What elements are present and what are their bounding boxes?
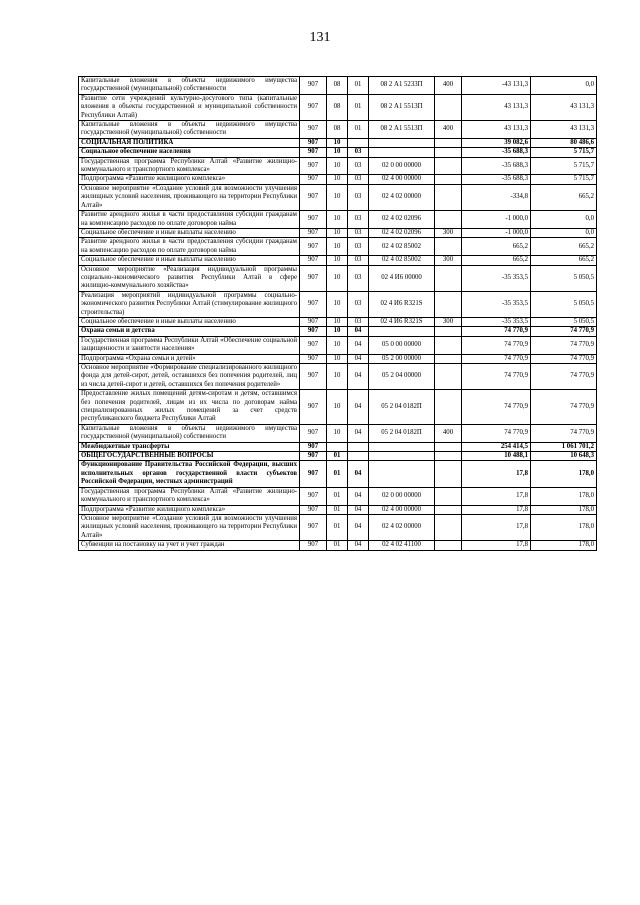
amount-change-cell: -35 688,3 (462, 175, 531, 184)
section-code-cell: 10 (327, 228, 348, 237)
amount-total-cell: 178,0 (531, 541, 597, 550)
amount-total-cell: 665,2 (531, 238, 597, 256)
expense-type-cell (435, 354, 462, 363)
page-number: 131 (309, 30, 331, 45)
table-row (79, 291, 597, 317)
ministry-code-cell: 907 (300, 364, 327, 390)
expense-name-cell: Охрана семьи и детства (79, 327, 300, 336)
amount-change-cell: -43 131,3 (462, 77, 531, 95)
target-article-cell: 08 2 А1 5233П (369, 77, 435, 95)
target-article-cell: 02 4 02 85002 (369, 256, 435, 265)
section-code-cell: 10 (327, 424, 348, 442)
expense-name-cell: Развитие сети учреждений культурно-досугового типа (капитальные вложения в объекты государственной и муниципальной собственности Республики Алтай) (79, 94, 300, 120)
target-article-cell: 02 4 И6 00000 (369, 265, 435, 291)
target-article-cell: 02 4 И6 R321S (369, 291, 435, 317)
amount-change-cell: 665,2 (462, 238, 531, 256)
amount-total-cell: 1 061 701,2 (531, 442, 597, 451)
subsection-code-cell: 04 (348, 327, 369, 336)
amount-change-cell: 43 131,3 (462, 121, 531, 139)
ministry-code-cell: 907 (300, 336, 327, 354)
amount-total-cell: 178,0 (531, 461, 597, 487)
expense-name-cell: Социальное обеспечение и иные выплаты населению (79, 256, 300, 265)
ministry-code-cell: 907 (300, 228, 327, 237)
section-code-cell: 10 (327, 238, 348, 256)
table-row (79, 442, 597, 451)
subsection-code-cell: 03 (348, 157, 369, 175)
amount-total-cell: 74 770,9 (531, 327, 597, 336)
amount-total-cell: 5 715,7 (531, 157, 597, 175)
subsection-code-cell: 04 (348, 505, 369, 514)
ministry-code-cell: 907 (300, 390, 327, 425)
amount-change-cell: -35 688,3 (462, 157, 531, 175)
section-code-cell: 10 (327, 148, 348, 157)
table-row (79, 238, 597, 256)
table-row (79, 505, 597, 514)
section-code-cell: 01 (327, 514, 348, 540)
expense-name-cell: Социальное обеспечение населения (79, 148, 300, 157)
target-article-cell (369, 327, 435, 336)
amount-total-cell: 5 715,7 (531, 175, 597, 184)
target-article-cell (369, 452, 435, 461)
ministry-code-cell: 907 (300, 265, 327, 291)
expense-type-cell (435, 94, 462, 120)
amount-total-cell: 74 770,9 (531, 336, 597, 354)
amount-change-cell: 17,8 (462, 505, 531, 514)
expense-type-cell (435, 175, 462, 184)
ministry-code-cell: 907 (300, 157, 327, 175)
table-row (79, 157, 597, 175)
amount-total-cell: 74 770,9 (531, 390, 597, 425)
target-article-cell: 02 4 02 00000 (369, 514, 435, 540)
target-article-cell: 02 4 02 00000 (369, 184, 435, 210)
section-code-cell: 10 (327, 256, 348, 265)
expense-type-cell: 400 (435, 121, 462, 139)
amount-total-cell: 665,2 (531, 184, 597, 210)
expense-type-cell (435, 487, 462, 505)
ministry-code-cell: 907 (300, 505, 327, 514)
amount-total-cell: 0,0 (531, 228, 597, 237)
subsection-code-cell: 03 (348, 184, 369, 210)
expense-name-cell: Основное мероприятие «Реализация индивидуальной программы социально-экономического развития Республики Алтай в сфере жилищно-коммунального хозяйства» (79, 265, 300, 291)
subsection-code-cell: 03 (348, 175, 369, 184)
target-article-cell: 02 4 02 85002 (369, 238, 435, 256)
section-code-cell: 01 (327, 452, 348, 461)
subsection-code-cell: 01 (348, 94, 369, 120)
expense-name-cell: Подпрограмма «Развитие жилищного комплекса» (79, 505, 300, 514)
amount-change-cell: 43 131,3 (462, 94, 531, 120)
amount-change-cell: 17,8 (462, 487, 531, 505)
ministry-code-cell: 907 (300, 256, 327, 265)
target-article-cell: 08 2 А1 5513П (369, 94, 435, 120)
table-row (79, 541, 597, 550)
subsection-code-cell: 03 (348, 228, 369, 237)
expense-type-cell: 300 (435, 256, 462, 265)
amount-change-cell: 74 770,9 (462, 424, 531, 442)
expense-name-cell: ОБЩЕГОСУДАРСТВЕННЫЕ ВОПРОСЫ (79, 452, 300, 461)
target-article-cell: 05 2 04 00000 (369, 364, 435, 390)
subsection-code-cell (348, 442, 369, 451)
amount-change-cell: 39 082,6 (462, 138, 531, 147)
section-code-cell: 10 (327, 317, 348, 326)
ministry-code-cell: 907 (300, 291, 327, 317)
table-row (79, 77, 597, 95)
target-article-cell (369, 138, 435, 147)
subsection-code-cell: 03 (348, 238, 369, 256)
table-row (79, 327, 597, 336)
expense-name-cell: СОЦИАЛЬНАЯ ПОЛИТИКА (79, 138, 300, 147)
section-code-cell: 08 (327, 121, 348, 139)
amount-total-cell: 5 715,7 (531, 148, 597, 157)
amount-change-cell: 665,2 (462, 256, 531, 265)
amount-change-cell: 74 770,9 (462, 336, 531, 354)
subsection-code-cell (348, 452, 369, 461)
section-code-cell: 10 (327, 211, 348, 229)
expense-type-cell (435, 265, 462, 291)
section-code-cell: 10 (327, 327, 348, 336)
target-article-cell: 02 4 00 00000 (369, 175, 435, 184)
table-row (79, 354, 597, 363)
amount-total-cell: 80 486,6 (531, 138, 597, 147)
expense-type-cell (435, 291, 462, 317)
target-article-cell: 02 4 00 00000 (369, 505, 435, 514)
ministry-code-cell: 907 (300, 354, 327, 363)
expense-type-cell: 300 (435, 317, 462, 326)
expense-name-cell: Государственная программа Республики Алтай «Развитие жилищно-коммунального и транспортного комплекса» (79, 487, 300, 505)
expense-type-cell (435, 148, 462, 157)
target-article-cell: 08 2 А1 5513П (369, 121, 435, 139)
ministry-code-cell: 907 (300, 452, 327, 461)
amount-change-cell: -35 353,5 (462, 317, 531, 326)
target-article-cell: 02 4 02 02096 (369, 211, 435, 229)
expense-type-cell (435, 238, 462, 256)
table-row (79, 211, 597, 229)
ministry-code-cell: 907 (300, 77, 327, 95)
ministry-code-cell: 907 (300, 541, 327, 550)
target-article-cell: 05 0 00 00000 (369, 336, 435, 354)
expense-name-cell: Межбюджетные трансферты (79, 442, 300, 451)
expense-name-cell: Социальное обеспечение и иные выплаты населению (79, 228, 300, 237)
subsection-code-cell: 04 (348, 514, 369, 540)
target-article-cell: 02 0 00 00000 (369, 157, 435, 175)
amount-change-cell: 10 488,1 (462, 452, 531, 461)
amount-total-cell: 74 770,9 (531, 364, 597, 390)
amount-change-cell: 17,8 (462, 514, 531, 540)
expense-type-cell (435, 336, 462, 354)
subsection-code-cell: 01 (348, 121, 369, 139)
subsection-code-cell: 04 (348, 364, 369, 390)
section-code-cell: 01 (327, 461, 348, 487)
subsection-code-cell: 03 (348, 265, 369, 291)
amount-change-cell: 74 770,9 (462, 364, 531, 390)
expense-type-cell (435, 364, 462, 390)
expense-type-cell: 300 (435, 228, 462, 237)
section-code-cell: 10 (327, 336, 348, 354)
expense-name-cell: Основное мероприятие «Создание условий для возможности улучшения жилищных условий населения, проживающего на территории Республики Алтай» (79, 514, 300, 540)
table-row (79, 364, 597, 390)
expense-name-cell: Развитие арендного жилья в части предоставления субсидии гражданам на компенсацию расходов по оплате договоров найма (79, 211, 300, 229)
section-code-cell: 01 (327, 541, 348, 550)
expense-type-cell (435, 541, 462, 550)
section-code-cell (327, 442, 348, 451)
table-row (79, 138, 597, 147)
section-code-cell: 10 (327, 291, 348, 317)
section-code-cell: 08 (327, 94, 348, 120)
expense-type-cell (435, 327, 462, 336)
table-row (79, 424, 597, 442)
expense-name-cell: Основное мероприятие «Создание условий для возможности улучшения жилищных условий населения, проживающего на территории Республики Алтай» (79, 184, 300, 210)
amount-change-cell: -1 000,0 (462, 228, 531, 237)
amount-total-cell: 5 050,5 (531, 317, 597, 326)
table-row (79, 256, 597, 265)
ministry-code-cell: 907 (300, 327, 327, 336)
amount-change-cell: 74 770,9 (462, 390, 531, 425)
subsection-code-cell: 03 (348, 291, 369, 317)
subsection-code-cell: 04 (348, 461, 369, 487)
subsection-code-cell: 03 (348, 211, 369, 229)
amount-change-cell: 17,8 (462, 541, 531, 550)
expense-name-cell: Основное мероприятие «Формирование специализированного жилищного фонда для детей-сирот, детей, оставшихся без попечения родителей, лиц из числа детей-сирот и детей, оставшихся без попечения родителей» (79, 364, 300, 390)
amount-change-cell: 17,8 (462, 461, 531, 487)
expense-type-cell (435, 514, 462, 540)
section-code-cell: 10 (327, 138, 348, 147)
ministry-code-cell: 907 (300, 175, 327, 184)
amount-total-cell: 178,0 (531, 514, 597, 540)
subsection-code-cell: 03 (348, 148, 369, 157)
target-article-cell: 05 2 04 0182П (369, 424, 435, 442)
expense-name-cell: Государственная программа Республики Алтай «Развитие жилищно-коммунального и транспортного комплекса» (79, 157, 300, 175)
expense-name-cell: Субвенции на постановку на учет и учет граждан (79, 541, 300, 550)
section-code-cell: 08 (327, 77, 348, 95)
amount-total-cell: 74 770,9 (531, 354, 597, 363)
expense-name-cell: Социальное обеспечение и иные выплаты населению (79, 317, 300, 326)
amount-total-cell: 43 131,3 (531, 121, 597, 139)
expense-type-cell (435, 461, 462, 487)
amount-change-cell: 74 770,9 (462, 327, 531, 336)
expense-name-cell: Капитальные вложения в объекты недвижимого имущества государственной (муниципальной) собственности (79, 121, 300, 139)
amount-change-cell: 254 414,5 (462, 442, 531, 451)
section-code-cell: 10 (327, 364, 348, 390)
amount-total-cell: 665,2 (531, 256, 597, 265)
expense-type-cell (435, 138, 462, 147)
table-row (79, 228, 597, 237)
expense-type-cell (435, 157, 462, 175)
expense-type-cell (435, 452, 462, 461)
amount-change-cell: 74 770,9 (462, 354, 531, 363)
section-code-cell: 10 (327, 175, 348, 184)
expense-name-cell: Капитальные вложения в объекты недвижимого имущества государственной (муниципальной) собственности (79, 424, 300, 442)
table-row (79, 514, 597, 540)
expense-type-cell: 400 (435, 424, 462, 442)
ministry-code-cell: 907 (300, 442, 327, 451)
amount-total-cell: 5 050,5 (531, 265, 597, 291)
table-row (79, 121, 597, 139)
ministry-code-cell: 907 (300, 461, 327, 487)
target-article-cell (369, 148, 435, 157)
table-row (79, 94, 597, 120)
table-row (79, 184, 597, 210)
ministry-code-cell: 907 (300, 238, 327, 256)
ministry-code-cell: 907 (300, 514, 327, 540)
table-row (79, 461, 597, 487)
target-article-cell: 05 2 00 00000 (369, 354, 435, 363)
target-article-cell: 02 0 00 00000 (369, 487, 435, 505)
table-row (79, 317, 597, 326)
section-code-cell: 01 (327, 505, 348, 514)
amount-change-cell: -35 688,3 (462, 148, 531, 157)
amount-total-cell: 178,0 (531, 505, 597, 514)
table-row (79, 336, 597, 354)
amount-total-cell: 5 050,5 (531, 291, 597, 317)
expense-type-cell (435, 505, 462, 514)
amount-change-cell: -334,8 (462, 184, 531, 210)
budget-table (78, 76, 597, 551)
ministry-code-cell: 907 (300, 211, 327, 229)
expense-name-cell: Предоставление жилых помещений детям-сиротам и детям, оставшимся без попечения родителей, лицам из их числа по договорам найма специализированных жилых помещений за счет средств республиканского бюджета Республики Алтай (79, 390, 300, 425)
target-article-cell: 02 4 И6 R321S (369, 317, 435, 326)
expense-type-cell: 400 (435, 77, 462, 95)
expense-name-cell: Подпрограмма «Охрана семьи и детей» (79, 354, 300, 363)
subsection-code-cell: 04 (348, 541, 369, 550)
amount-total-cell: 10 648,3 (531, 452, 597, 461)
table-row (79, 175, 597, 184)
expense-name-cell: Капитальные вложения в объекты недвижимого имущества государственной (муниципальной) собственности (79, 77, 300, 95)
section-code-cell: 10 (327, 184, 348, 210)
subsection-code-cell: 01 (348, 77, 369, 95)
table-row (79, 265, 597, 291)
expense-name-cell: Подпрограмма «Развитие жилищного комплекса» (79, 175, 300, 184)
expense-name-cell: Развитие арендного жилья в части предоставления субсидии гражданам на компенсацию расходов по оплате договоров найма (79, 238, 300, 256)
ministry-code-cell: 907 (300, 94, 327, 120)
ministry-code-cell: 907 (300, 317, 327, 326)
ministry-code-cell: 907 (300, 184, 327, 210)
amount-total-cell: 178,0 (531, 487, 597, 505)
subsection-code-cell: 04 (348, 424, 369, 442)
target-article-cell: 02 4 02 41100 (369, 541, 435, 550)
expense-type-cell (435, 184, 462, 210)
section-code-cell: 10 (327, 157, 348, 175)
amount-total-cell: 43 131,3 (531, 94, 597, 120)
expense-type-cell (435, 211, 462, 229)
amount-change-cell: -35 353,5 (462, 265, 531, 291)
section-code-cell: 10 (327, 354, 348, 363)
table-row (79, 148, 597, 157)
ministry-code-cell: 907 (300, 487, 327, 505)
amount-change-cell: -1 000,0 (462, 211, 531, 229)
expense-type-cell (435, 390, 462, 425)
amount-total-cell: 0,0 (531, 77, 597, 95)
amount-total-cell: 0,0 (531, 211, 597, 229)
target-article-cell: 05 2 04 0182П (369, 390, 435, 425)
ministry-code-cell: 907 (300, 424, 327, 442)
subsection-code-cell: 03 (348, 317, 369, 326)
expense-name-cell: Реализация мероприятий индивидуальной программы социально-экономического развития Республики Алтай (стимулирование жилищного строительства) (79, 291, 300, 317)
ministry-code-cell: 907 (300, 121, 327, 139)
expense-type-cell (435, 442, 462, 451)
subsection-code-cell: 03 (348, 256, 369, 265)
subsection-code-cell: 04 (348, 390, 369, 425)
target-article-cell (369, 461, 435, 487)
subsection-code-cell: 04 (348, 336, 369, 354)
target-article-cell (369, 442, 435, 451)
subsection-code-cell: 04 (348, 487, 369, 505)
table-row (79, 452, 597, 461)
ministry-code-cell: 907 (300, 138, 327, 147)
amount-change-cell: -35 353,5 (462, 291, 531, 317)
table-row (79, 487, 597, 505)
table-row (79, 390, 597, 425)
section-code-cell: 10 (327, 265, 348, 291)
ministry-code-cell: 907 (300, 148, 327, 157)
section-code-cell: 01 (327, 487, 348, 505)
expense-name-cell: Государственная программа Республики Алтай «Обеспечение социальной защищенности и занятости населения» (79, 336, 300, 354)
subsection-code-cell (348, 138, 369, 147)
amount-total-cell: 74 770,9 (531, 424, 597, 442)
target-article-cell: 02 4 02 02096 (369, 228, 435, 237)
subsection-code-cell: 04 (348, 354, 369, 363)
expense-name-cell: Функционирование Правительства Российской Федерации, высших исполнительных органов государственной власти субъектов Российской Федерации, местных администраций (79, 461, 300, 487)
section-code-cell: 10 (327, 390, 348, 425)
